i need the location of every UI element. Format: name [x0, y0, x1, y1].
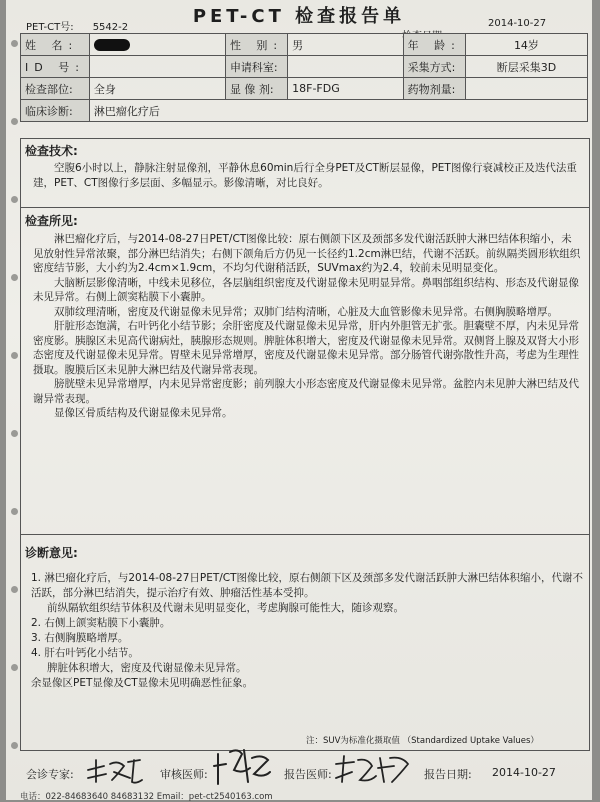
- dept-label: 申请科室:: [225, 56, 287, 78]
- table-row: [21, 78, 588, 100]
- table-row: [21, 56, 588, 78]
- impression-item: 3. 右侧胸膜略增厚。: [31, 632, 129, 644]
- report-sheet: [6, 0, 592, 800]
- diagnosis-value: 淋巴瘤化疗后: [89, 100, 587, 122]
- binder-hole: [11, 118, 18, 125]
- reporter-signature: [332, 752, 414, 788]
- table-row: [21, 34, 588, 56]
- petct-number-label: PET-CT号:: [26, 22, 74, 33]
- findings-paragraph: 显像区骨质结构及代谢显像未见异常。: [54, 407, 233, 419]
- id-label: ID 号:: [21, 56, 90, 78]
- report-title: PET-CT 检查报告单: [192, 6, 406, 27]
- impression-item: 前纵隔软组织结节体积及代谢未见明显变化，考虑胸腺可能性大，随诊观察。: [47, 602, 404, 614]
- technique-section: [20, 138, 590, 208]
- tracer-value: 18F-FDG: [288, 78, 404, 100]
- binder-hole: [11, 274, 18, 281]
- impression-title: 诊断意见:: [25, 546, 78, 560]
- impression-item: 余显像区PET显像及CT显像未见明确恶性征象。: [31, 677, 254, 689]
- findings-title: 检查所见:: [25, 214, 78, 228]
- impression-item: 脾脏体积增大，密度及代谢显像未见异常。: [47, 662, 247, 674]
- dose-value: [465, 78, 587, 100]
- technique-title: 检查技术:: [25, 144, 78, 158]
- dept-value: [288, 56, 404, 78]
- petct-number: [26, 18, 128, 33]
- gender-label: 性 别:: [225, 34, 287, 56]
- consult-signature: [84, 756, 146, 786]
- binder-hole: [11, 664, 18, 671]
- name-value: [89, 34, 225, 56]
- redacted-name: [94, 39, 130, 51]
- findings-paragraph: 肝脏形态饱满，右叶钙化小结节影；余肝密度及代谢显像未见异常，肝内外胆管无扩张。胆囊壁不厚，内未见异常密度影。胰腺区未见高代谢病灶，胰腺形态规则。脾脏体积增大，密度及代谢显像未见异常。双侧肾上腺及双肾大小形态密度及代谢显像未见异常。胃壁未见异常增厚，密度及代谢显像未见异常。部分肠管代谢弥散性升高，考虑为生理性摄取。腹膜后区未见肿大淋巴结及代谢异常表现。: [33, 320, 579, 376]
- reviewer-label: 审核医师:: [160, 768, 208, 781]
- id-value: [89, 56, 225, 78]
- table-row: [21, 100, 588, 122]
- binder-hole: [11, 40, 18, 47]
- consult-label: 会诊专家:: [26, 768, 74, 781]
- method-label: 采集方式:: [403, 56, 465, 78]
- patient-info-table: [20, 33, 588, 122]
- tracer-label: 显 像 剂:: [225, 78, 287, 100]
- part-value: 全身: [89, 78, 225, 100]
- part-label: 检查部位:: [21, 78, 90, 100]
- impression-item: 1. 淋巴瘤化疗后，与2014-08-27日PET/CT图像比较，原右侧颌下区及颈部多发代谢活跃肿大淋巴结体积缩小，代谢不活跃，部分淋巴结消失，提示治疗有效、肿瘤活性基本受抑。: [31, 572, 584, 599]
- name-label: 姓 名:: [21, 34, 90, 56]
- findings-paragraph: 双肺纹理清晰，密度及代谢显像未见异常；双肺门结构清晰，心脏及大血管影像未见异常。右侧胸膜略增厚。: [54, 305, 558, 318]
- binder-holes: [11, 0, 19, 800]
- findings-paragraph: 膀胱壁未见异常增厚，内未见异常密度影；前列腺大小形态密度及代谢显像未见异常。盆腔内未见肿大淋巴结及代谢异常表现。: [33, 378, 579, 405]
- reporter-label: 报告医师:: [284, 768, 332, 781]
- binder-hole: [11, 352, 18, 359]
- findings-section: [20, 206, 590, 535]
- age-label: 年 龄:: [403, 34, 465, 56]
- binder-hole: [11, 742, 18, 749]
- suv-footnote: 注：SUV为标准化摄取值 （Standardized Uptake Values）: [306, 736, 539, 746]
- technique-text: 空腹6小时以上，静脉注射显像剂，平静休息60min后行全身PET及CT断层显像，PET图像行衰减校正及迭代法重建，PET、CT图像行多层面、多幅显示。影像清晰，对比良好。: [33, 162, 577, 189]
- impression-item: 2. 右侧上颌窦粘膜下小囊肿。: [31, 617, 171, 629]
- report-date-value: 2014-10-27: [492, 766, 556, 779]
- reviewer-signature: [212, 744, 274, 790]
- exam-date-value: 2014-10-27: [488, 18, 547, 29]
- petct-number-value: 5542-2: [92, 22, 129, 33]
- dose-label: 药物剂量:: [403, 78, 465, 100]
- findings-paragraph: 大脑断层影像清晰，中线未见移位，各层脑组织密度及代谢显像未见明显异常。鼻咽部组织结构、形态及代谢显像未见异常。右侧上颌窦粘膜下小囊肿。: [33, 276, 579, 303]
- diagnosis-label: 临床诊断:: [21, 100, 90, 122]
- binder-hole: [11, 196, 18, 203]
- report-date-label: 报告日期:: [424, 768, 472, 781]
- method-value: 断层采集3D: [465, 56, 587, 78]
- binder-hole: [11, 586, 18, 593]
- impression-item: 4. 肝右叶钙化小结节。: [31, 647, 139, 659]
- gender-value: 男: [288, 34, 404, 56]
- impression-section: [20, 534, 590, 751]
- age-value: 14岁: [465, 34, 587, 56]
- binder-hole: [11, 430, 18, 437]
- contact-strip: 电话：022-84683640 84683132 Email：pet-ct2540163.com: [20, 792, 273, 802]
- findings-paragraph: 淋巴瘤化疗后，与2014-08-27日PET/CT图像比较：原右侧颌下区及颈部多发代谢活跃肿大淋巴结体积缩小，未见放射性异常浓聚，部分淋巴结消失；右侧下颌角后方仍见一长径约1.2cm淋巴结，代谢不活跃。前纵隔类圆形软组织密度结节影，大小约为2.4cm×1.9cm，不均匀代谢稍活跃，SUVmax约为2.4，较前未见明显变化。: [33, 233, 581, 274]
- binder-hole: [11, 508, 18, 515]
